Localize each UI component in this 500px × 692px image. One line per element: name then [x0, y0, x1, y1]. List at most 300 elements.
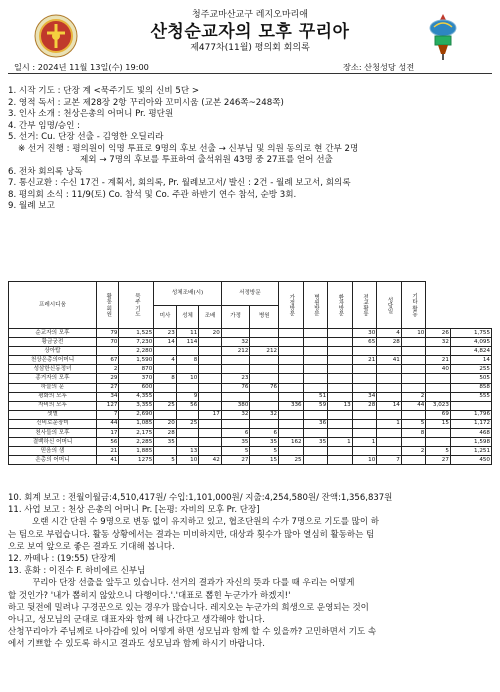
- column-header: 전교활동: [352, 282, 377, 329]
- table-row: [9, 347, 492, 356]
- value-cell: [401, 338, 426, 347]
- value-cell: [303, 410, 328, 419]
- agenda-item: 2. 영적 독서 : 교본 제28장 2항 꾸리아와 꼬미시움 (교본 246쪽~248쪽): [8, 97, 284, 108]
- value-cell: 41: [377, 356, 402, 365]
- value-cell: [199, 347, 222, 356]
- value-cell: 1,796: [450, 410, 491, 419]
- table-row: [9, 374, 492, 383]
- value-cell: [154, 447, 177, 456]
- value-cell: [250, 419, 279, 428]
- paragraph-line: 아니고, 성모님의 군대로 대표자와 함께 해 나간다고 생각해야 합니다.: [8, 615, 265, 626]
- paragraph-line: 에서 기쁘할 수 있도록 하시고 결과도 성모님과 함께 하시기 바랍니다.: [8, 639, 265, 650]
- homily-item: 13. 훈화 : 이진수 F. 하비에르 신부님: [8, 566, 146, 577]
- column-header: 묵주 기도: [119, 282, 154, 329]
- table-row: [9, 447, 492, 456]
- value-cell: [328, 365, 353, 374]
- value-cell: [303, 356, 328, 365]
- value-cell: 20: [199, 329, 222, 338]
- value-cell: 8: [176, 356, 199, 365]
- column-header: 기타 활동: [401, 282, 426, 329]
- value-cell: [352, 447, 377, 456]
- value-cell: 1,590: [119, 356, 154, 365]
- value-cell: [328, 456, 353, 465]
- value-cell: [279, 356, 304, 365]
- value-cell: [221, 365, 250, 374]
- presidium-name-cell: 성삼한신동정녀: [9, 365, 97, 374]
- value-cell: [303, 456, 328, 465]
- value-cell: 380: [221, 401, 250, 410]
- value-cell: [279, 374, 304, 383]
- presidium-name-cell: 결백하신 어머니: [9, 438, 97, 447]
- accounting-report: 10. 회계 보고 : 전월이월금:4,510,417원/ 수입:1,101,000원/ 지출:4,254,580원/ 잔액:1,356,837원: [8, 493, 393, 503]
- value-cell: 5: [250, 447, 279, 456]
- value-cell: 7: [96, 410, 119, 419]
- value-cell: [328, 338, 353, 347]
- value-cell: 4,355: [119, 392, 154, 401]
- value-cell: [279, 329, 304, 338]
- value-cell: 2,285: [119, 438, 154, 447]
- paragraph-line: 는 팀으로 부럽습니다. 활동 상황에서는 결과는 미비하지만, 대상과 횟수가 많아 열심히 활동하는 팀: [8, 529, 375, 540]
- value-cell: 21: [352, 356, 377, 365]
- value-cell: 468: [450, 429, 491, 438]
- value-cell: 555: [450, 392, 491, 401]
- value-cell: 7: [377, 456, 402, 465]
- value-cell: 870: [119, 365, 154, 374]
- value-cell: 127: [96, 401, 119, 410]
- value-cell: [377, 410, 402, 419]
- value-cell: 450: [450, 456, 491, 465]
- value-cell: 4,824: [450, 347, 491, 356]
- value-cell: [303, 374, 328, 383]
- value-cell: [279, 447, 304, 456]
- table-row: [9, 329, 492, 338]
- value-cell: [328, 329, 353, 338]
- value-cell: 6: [250, 429, 279, 438]
- value-cell: 32: [221, 338, 250, 347]
- table-row: [9, 419, 492, 428]
- value-cell: 69: [426, 410, 451, 419]
- value-cell: 28: [352, 401, 377, 410]
- presidium-name-cell: 천사들의 모후: [9, 429, 97, 438]
- value-cell: 1275: [119, 456, 154, 465]
- column-group-header: 서정방문: [221, 282, 278, 306]
- column-subheader: 가정: [221, 305, 250, 329]
- value-cell: 23: [154, 329, 177, 338]
- presidium-name-cell: 상아탑: [9, 347, 97, 356]
- value-cell: [377, 347, 402, 356]
- column-header: 가정방문: [279, 282, 304, 329]
- value-cell: 1,085: [119, 419, 154, 428]
- value-cell: 36: [303, 419, 328, 428]
- meeting-date: 일시 : 2024년 11월 13일(수) 19:00: [14, 62, 149, 72]
- paragraph-line: 하고 뒷전에 밀려나 구경꾼으로 있는 경우가 많습니다. 레지오는 누군가의 희생으로 운영되는 것이: [8, 602, 369, 613]
- value-cell: 2,690: [119, 410, 154, 419]
- value-cell: [401, 347, 426, 356]
- value-cell: 32: [221, 410, 250, 419]
- value-cell: [377, 438, 402, 447]
- value-cell: 114: [176, 338, 199, 347]
- value-cell: 35: [154, 438, 177, 447]
- value-cell: 65: [352, 338, 377, 347]
- agenda-item: 3. 인사 소개 : 천상은총의 어머니 Pr. 평단원: [8, 109, 174, 119]
- value-cell: 25: [176, 419, 199, 428]
- value-cell: [426, 429, 451, 438]
- minutes-body: [8, 492, 496, 651]
- value-cell: [401, 438, 426, 447]
- presidium-name-cell: 자비의 모후: [9, 401, 97, 410]
- agenda-item: 5. 선거: Cu. 단장 선출 - 김영한 오딜리라: [8, 132, 164, 142]
- value-cell: 21: [426, 356, 451, 365]
- column-subheader: 미사: [154, 305, 177, 329]
- value-cell: 1,172: [450, 419, 491, 428]
- value-cell: 20: [154, 419, 177, 428]
- value-cell: 1,755: [450, 329, 491, 338]
- value-cell: [426, 392, 451, 401]
- value-cell: [328, 347, 353, 356]
- table-row: [9, 338, 492, 347]
- presidium-name-cell: 평화의 모후: [9, 392, 97, 401]
- value-cell: [352, 374, 377, 383]
- value-cell: 32: [250, 410, 279, 419]
- value-cell: 23: [221, 374, 250, 383]
- table-row: [9, 392, 492, 401]
- table-row: [9, 438, 492, 447]
- value-cell: [328, 392, 353, 401]
- value-cell: 2,175: [119, 429, 154, 438]
- value-cell: [279, 383, 304, 392]
- value-cell: [377, 447, 402, 456]
- value-cell: [401, 365, 426, 374]
- value-cell: 25: [154, 401, 177, 410]
- value-cell: [328, 410, 353, 419]
- value-cell: 13: [328, 401, 353, 410]
- value-cell: 212: [250, 347, 279, 356]
- value-cell: [303, 365, 328, 374]
- session-title: 제477차(11월) 평의회 회의록: [190, 43, 310, 53]
- table-row: [9, 401, 492, 410]
- value-cell: 25: [279, 456, 304, 465]
- value-cell: [221, 419, 250, 428]
- value-cell: [328, 383, 353, 392]
- value-cell: [328, 419, 353, 428]
- value-cell: 59: [303, 401, 328, 410]
- value-cell: [279, 410, 304, 419]
- value-cell: 32: [426, 338, 451, 347]
- column-subheader: 성체: [176, 305, 199, 329]
- value-cell: 17: [96, 429, 119, 438]
- value-cell: 14: [377, 401, 402, 410]
- value-cell: 212: [221, 347, 250, 356]
- value-cell: 27: [221, 456, 250, 465]
- value-cell: [352, 419, 377, 428]
- value-cell: [352, 410, 377, 419]
- value-cell: [279, 429, 304, 438]
- value-cell: [221, 329, 250, 338]
- value-cell: 1: [328, 438, 353, 447]
- value-cell: [303, 447, 328, 456]
- value-cell: 11: [176, 329, 199, 338]
- value-cell: [199, 447, 222, 456]
- value-cell: 7,230: [119, 338, 154, 347]
- value-cell: [352, 365, 377, 374]
- value-cell: 1,885: [119, 447, 154, 456]
- value-cell: 67: [96, 356, 119, 365]
- table-row: [9, 456, 492, 465]
- value-cell: [96, 347, 119, 356]
- value-cell: [303, 347, 328, 356]
- value-cell: [401, 374, 426, 383]
- value-cell: [303, 338, 328, 347]
- value-cell: [199, 338, 222, 347]
- value-cell: 30: [352, 329, 377, 338]
- value-cell: 10: [401, 329, 426, 338]
- value-cell: 1: [377, 419, 402, 428]
- value-cell: [377, 365, 402, 374]
- value-cell: 15: [426, 419, 451, 428]
- value-cell: [352, 429, 377, 438]
- value-cell: [154, 410, 177, 419]
- column-group-header: 성체조배(시): [154, 282, 222, 306]
- value-cell: [377, 374, 402, 383]
- value-cell: [426, 438, 451, 447]
- value-cell: 600: [119, 383, 154, 392]
- value-cell: [250, 365, 279, 374]
- value-cell: 8: [154, 374, 177, 383]
- value-cell: [303, 429, 328, 438]
- agenda-item: 9. 월례 보고: [8, 201, 55, 211]
- value-cell: [250, 401, 279, 410]
- value-cell: [401, 456, 426, 465]
- presidium-name-cell: 황금궁전: [9, 338, 97, 347]
- value-cell: 34: [96, 392, 119, 401]
- value-cell: 2,280: [119, 347, 154, 356]
- value-cell: 858: [450, 383, 491, 392]
- value-cell: [328, 374, 353, 383]
- agenda-item: 6. 전차 회의록 낭독: [8, 166, 83, 177]
- value-cell: [199, 392, 222, 401]
- value-cell: 9: [176, 392, 199, 401]
- value-cell: 41: [96, 456, 119, 465]
- value-cell: 1,525: [119, 329, 154, 338]
- value-cell: [401, 383, 426, 392]
- value-cell: [176, 347, 199, 356]
- value-cell: 56: [176, 401, 199, 410]
- value-cell: 79: [96, 329, 119, 338]
- value-cell: 35: [303, 438, 328, 447]
- paragraph-line: 할 것인가? '내가 뽑히지 않았으니 다행이다.'.'대표로 뽑힌 누군가가 하겠지!': [8, 590, 291, 601]
- agenda-note: ※ 선거 진행 : 평의원이 익명 투표로 9명의 후보 선출 → 신부님 및 의원 동의로 현 간부 2명: [18, 143, 359, 154]
- table-row: [9, 410, 492, 419]
- value-cell: 10: [176, 456, 199, 465]
- value-cell: [303, 383, 328, 392]
- presidium-name-cell: 믿음의 샘: [9, 447, 97, 456]
- value-cell: 14: [450, 356, 491, 365]
- value-cell: [154, 383, 177, 392]
- business-report: 11. 사업 보고 : 천상 은총의 어머니 Pr. [논평: 자비의 모후 Pr. 단장]: [8, 505, 260, 516]
- table-row: [9, 429, 492, 438]
- value-cell: 34: [352, 392, 377, 401]
- value-cell: [250, 329, 279, 338]
- value-cell: 6: [221, 429, 250, 438]
- presidium-name-cell: 종거자의 모후: [9, 374, 97, 383]
- value-cell: 5: [154, 456, 177, 465]
- value-cell: 42: [199, 456, 222, 465]
- document-title: 산청순교자의 모후 꾸리아: [150, 22, 350, 42]
- value-cell: 76: [250, 383, 279, 392]
- value-cell: 5: [221, 447, 250, 456]
- catena-item: 12. 까떼나 : (19:55) 단장계: [8, 554, 116, 565]
- value-cell: 44: [96, 419, 119, 428]
- value-cell: 2: [96, 365, 119, 374]
- value-cell: 10: [352, 456, 377, 465]
- value-cell: 35: [221, 438, 250, 447]
- value-cell: 2: [401, 447, 426, 456]
- agenda-item: 1. 시작 기도 : 단장 계 <묵주기도 빛의 신비 5단 >: [8, 86, 200, 96]
- column-header: 활동 회원: [96, 282, 119, 329]
- value-cell: [401, 410, 426, 419]
- value-cell: 26: [426, 329, 451, 338]
- value-cell: 4: [154, 356, 177, 365]
- presidium-name-cell: 샛별: [9, 410, 97, 419]
- value-cell: 162: [279, 438, 304, 447]
- value-cell: 4,095: [450, 338, 491, 347]
- value-cell: [279, 347, 304, 356]
- value-cell: 70: [96, 338, 119, 347]
- value-cell: 1: [352, 438, 377, 447]
- column-subheader: 조배: [199, 305, 222, 329]
- value-cell: 56: [96, 438, 119, 447]
- value-cell: [199, 429, 222, 438]
- paragraph-line: 산청꾸리아가 주님께로 나아감에 있어 어떻게 하면 성모님과 함께 할 수 있을까? 고민하면서 기도 속: [8, 627, 377, 638]
- value-cell: [199, 374, 222, 383]
- value-cell: [221, 356, 250, 365]
- agenda-item: 7. 통신교환 : 수신 17건 - 계획서, 회의록, Pr. 월례보고서/ 발신 : 2건 - 월례 보고서, 회의록: [8, 178, 351, 188]
- value-cell: 505: [450, 374, 491, 383]
- value-cell: [221, 392, 250, 401]
- agenda-item: 8. 평의회 소식 : 11/9(토) Co. 참석 및 Co. 주관 하반기 연수 참석, 순방 3회.: [8, 189, 297, 200]
- value-cell: [279, 338, 304, 347]
- value-cell: [199, 365, 222, 374]
- value-cell: [176, 410, 199, 419]
- value-cell: 27: [96, 383, 119, 392]
- value-cell: [176, 383, 199, 392]
- agenda-list: [8, 86, 498, 213]
- paragraph-line: 으로 보여 앞으로 좋은 결과도 기대해 봅니다.: [8, 541, 175, 552]
- value-cell: [279, 392, 304, 401]
- value-cell: [377, 392, 402, 401]
- table-row: [9, 356, 492, 365]
- value-cell: 17: [199, 410, 222, 419]
- value-cell: [199, 383, 222, 392]
- value-cell: [401, 356, 426, 365]
- value-cell: [279, 419, 304, 428]
- value-cell: 29: [96, 374, 119, 383]
- presidium-name-cell: 천상은총의어머니: [9, 356, 97, 365]
- value-cell: 1,598: [450, 438, 491, 447]
- value-cell: 3,355: [119, 401, 154, 410]
- value-cell: [303, 329, 328, 338]
- value-cell: [199, 419, 222, 428]
- value-cell: [199, 438, 222, 447]
- column-header: 환자방문: [328, 282, 353, 329]
- value-cell: [250, 374, 279, 383]
- column-header-presidium: 프레시디움: [9, 282, 97, 329]
- paragraph-line: 오랜 시간 단원 수 9명으로 변동 없이 유지하고 있고, 협조단원의 수가 7명으로 기도를 많이 하: [32, 517, 379, 528]
- value-cell: 76: [221, 383, 250, 392]
- value-cell: [426, 383, 451, 392]
- value-cell: 13: [176, 447, 199, 456]
- agenda-item: 4. 간부 임명/승인 :: [8, 120, 80, 131]
- column-header: 병원방문: [303, 282, 328, 329]
- presidium-name-cell: 은총의 어머니: [9, 456, 97, 465]
- column-header: 성당일: [377, 282, 402, 329]
- value-cell: 14: [154, 338, 177, 347]
- value-cell: 8: [401, 429, 426, 438]
- value-cell: [176, 429, 199, 438]
- value-cell: 2: [401, 392, 426, 401]
- monthly-report-table: [8, 281, 492, 465]
- value-cell: [450, 401, 491, 410]
- document-header: [0, 0, 500, 78]
- value-cell: [250, 392, 279, 401]
- value-cell: [328, 356, 353, 365]
- value-cell: [279, 365, 304, 374]
- table-row: [9, 383, 492, 392]
- value-cell: 10: [176, 374, 199, 383]
- value-cell: 336: [279, 401, 304, 410]
- paragraph-line: 꾸리아 단장 선출을 앞두고 있습니다. 선거의 결과가 자신의 뜻과 다를 때 우리는 어떻게: [32, 578, 355, 589]
- value-cell: [154, 347, 177, 356]
- header-divider: [8, 73, 492, 74]
- value-cell: [328, 429, 353, 438]
- value-cell: 35: [250, 438, 279, 447]
- value-cell: 27: [426, 456, 451, 465]
- value-cell: 3,023: [426, 401, 451, 410]
- header-subtitle: 청주교마산교구 레지오마리애: [192, 10, 308, 20]
- presidium-name-cell: 하늘의 문: [9, 383, 97, 392]
- value-cell: 51: [303, 392, 328, 401]
- value-cell: 28: [377, 338, 402, 347]
- value-cell: 5: [401, 419, 426, 428]
- value-cell: 28: [154, 429, 177, 438]
- value-cell: [176, 438, 199, 447]
- table-row: [9, 365, 492, 374]
- value-cell: [377, 429, 402, 438]
- agenda-note: 제외 → 7명의 후보를 투표하여 출석위원 43명 중 27표를 얻어 선출: [80, 155, 333, 165]
- value-cell: [154, 392, 177, 401]
- presidium-name-cell: 순교자의 모후: [9, 329, 97, 338]
- value-cell: [199, 356, 222, 365]
- value-cell: [352, 383, 377, 392]
- value-cell: 1,251: [450, 447, 491, 456]
- value-cell: [250, 356, 279, 365]
- value-cell: [426, 374, 451, 383]
- value-cell: 44: [401, 401, 426, 410]
- value-cell: [328, 447, 353, 456]
- value-cell: [352, 347, 377, 356]
- value-cell: 15: [250, 456, 279, 465]
- value-cell: [426, 347, 451, 356]
- value-cell: [154, 365, 177, 374]
- value-cell: [176, 365, 199, 374]
- value-cell: 21: [96, 447, 119, 456]
- value-cell: 5: [426, 447, 451, 456]
- value-cell: 370: [119, 374, 154, 383]
- value-cell: 4: [377, 329, 402, 338]
- value-cell: 255: [450, 365, 491, 374]
- value-cell: [199, 401, 222, 410]
- value-cell: 40: [426, 365, 451, 374]
